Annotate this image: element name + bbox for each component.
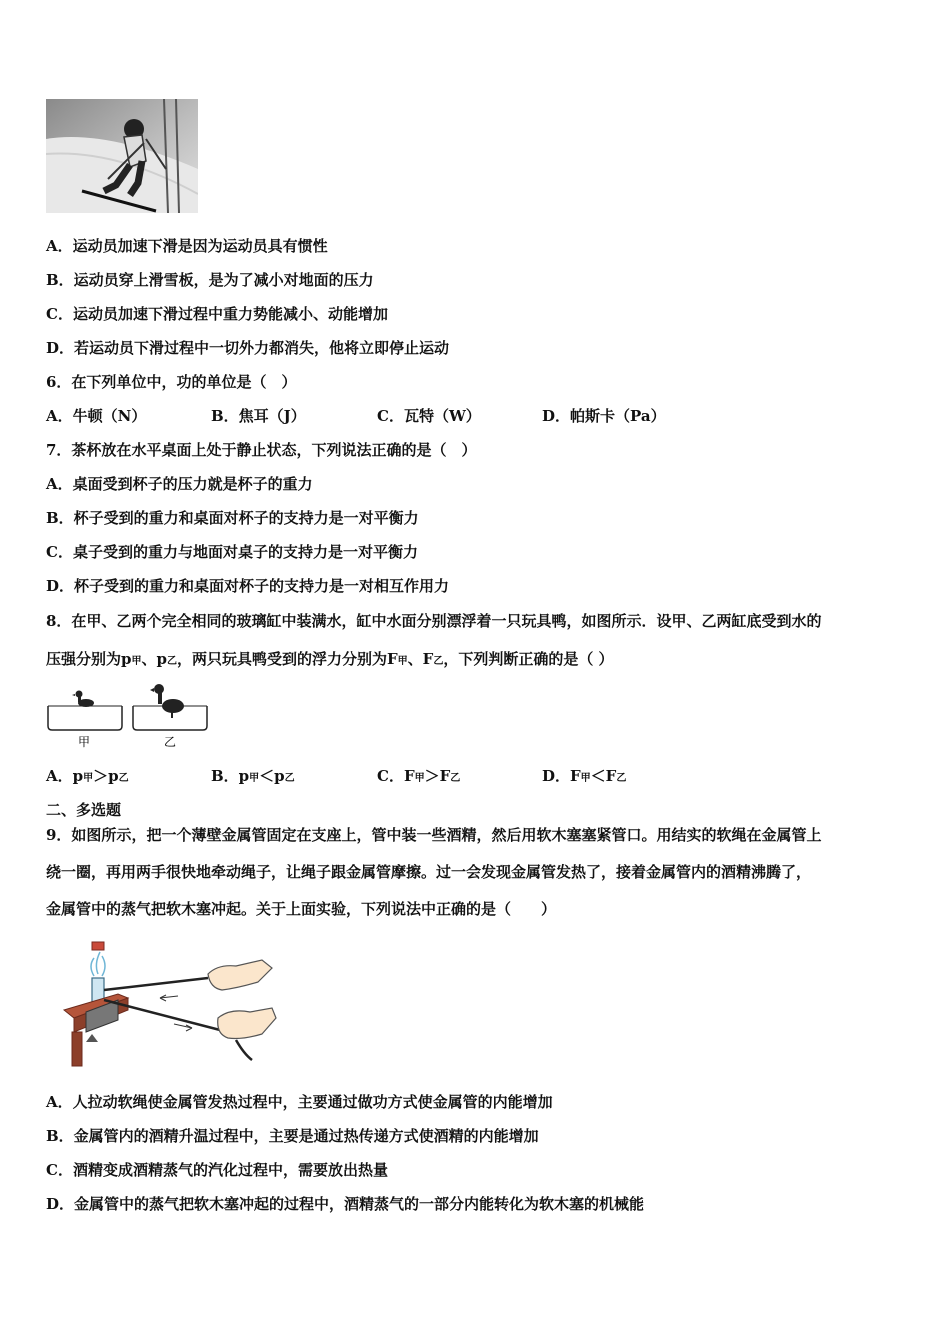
q6-stem: 6．在下列单位中，功的单位是（ ） (46, 373, 297, 391)
hand-upper-icon (208, 960, 272, 990)
q5-option-d: D．若运动员下滑过程中一切外力都消失，他将立即停止运动 (46, 339, 450, 357)
metal-tube-experiment-figure (58, 938, 280, 1070)
q5-option-b: B．运动员穿上滑雪板，是为了减小对地面的压力 (46, 271, 374, 289)
q5-option-c: C．运动员加速下滑过程中重力势能减小、动能增加 (46, 305, 388, 323)
skier-photo (46, 99, 198, 213)
q5-option-a: A．运动员加速下滑是因为运动员具有惯性 (46, 237, 328, 255)
duck-yi-icon (150, 684, 184, 718)
q9-stem-line2: 绕一圈，再用两手很快地牵动绳子，让绳子跟金属管摩擦。过一会发现金属管发热了，接着金属管内的酒精沸腾了， (46, 863, 812, 881)
q7-option-d: D．杯子受到的重力和桌面对杯子的支持力是一对相互作用力 (46, 577, 450, 595)
q7-stem: 7．茶杯放在水平桌面上处于静止状态，下列说法正确的是（ ） (46, 441, 477, 459)
q8-option-c: C．F甲＞F乙 (377, 767, 461, 785)
q9-option-c: C．酒精变成酒精蒸气的汽化过程中，需要放出热量 (46, 1161, 388, 1179)
q6-option-c: C．瓦特（W） (377, 407, 481, 425)
duck-tanks-figure (46, 682, 210, 752)
section-heading: 二、多选题 (46, 801, 122, 819)
q9-option-a: A．人拉动软绳使金属管发热过程中，主要通过做功方式使金属管的内能增加 (46, 1093, 553, 1111)
tank-label-yi: 乙 (164, 735, 177, 749)
q7-option-a: A．桌面受到杯子的压力就是杯子的重力 (46, 475, 313, 493)
tank-label-jia: 甲 (78, 735, 91, 749)
q8-option-b: B．p甲＜p乙 (211, 767, 295, 785)
q8-stem-line2: 压强分别为p甲、p乙，两只玩具鸭受到的浮力分别为F甲、F乙，下列判断正确的是（ ） (46, 650, 614, 668)
q9-option-b: B．金属管内的酒精升温过程中，主要是通过热传递方式使酒精的内能增加 (46, 1127, 539, 1145)
q7-option-b: B．杯子受到的重力和桌面对杯子的支持力是一对平衡力 (46, 509, 419, 527)
q9-stem-line3: 金属管中的蒸气把软木塞冲起。关于上面实验，下列说法中正确的是（ ） (46, 900, 557, 918)
q8-option-a: A．p甲＞p乙 (46, 767, 129, 785)
q7-option-c: C．桌子受到的重力与地面对桌子的支持力是一对平衡力 (46, 543, 418, 561)
hand-lower-icon (218, 1008, 276, 1039)
q6-option-a: A．牛顿（N） (46, 407, 147, 425)
q6-option-d: D．帕斯卡（Pa） (542, 407, 666, 425)
q9-stem-line1: 9．如图所示，把一个薄壁金属管固定在支座上，管中装一些酒精，然后用软木塞塞紧管口。用结实的软绳在金属管上 (46, 826, 822, 844)
cork-icon (92, 942, 104, 950)
tank-jia (48, 706, 122, 730)
q9-option-d: D．金属管中的蒸气把软木塞冲起的过程中，酒精蒸气的一部分内能转化为软木塞的机械能 (46, 1195, 645, 1213)
q8-option-d: D．F甲＜F乙 (542, 767, 627, 785)
q8-stem-line1: 8．在甲、乙两个完全相同的玻璃缸中装满水，缸中水面分别漂浮着一只玩具鸭，如图所示．设甲、乙两缸底受到水的 (46, 612, 822, 630)
steam-icon (91, 952, 105, 976)
q6-option-b: B．焦耳（J） (211, 407, 306, 425)
duck-jia-icon (72, 691, 94, 708)
